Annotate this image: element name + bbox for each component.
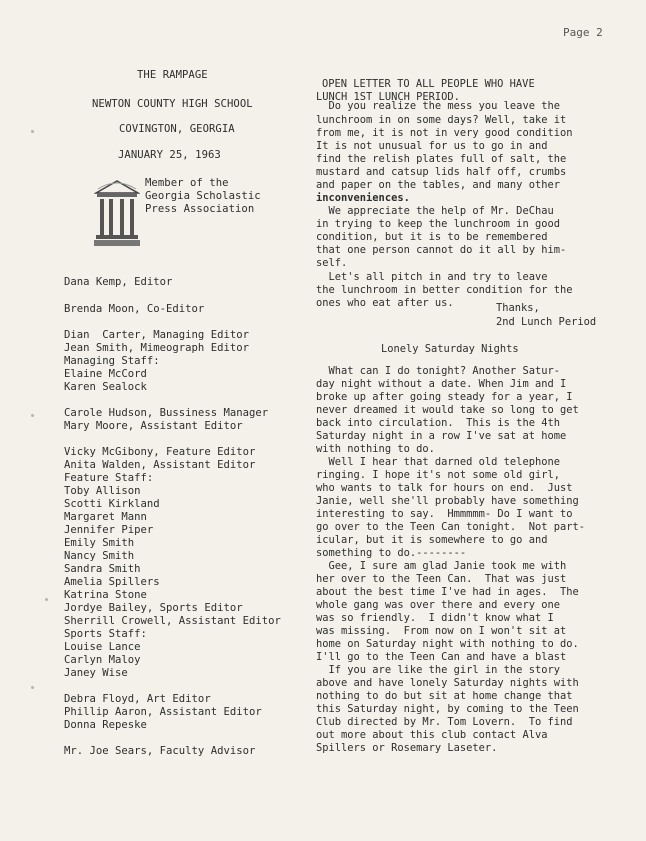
member-line-1: Member of the	[145, 177, 229, 189]
staff-line: Brenda Moon, Co-Editor	[64, 303, 205, 315]
staff-line: Emily Smith	[64, 537, 135, 549]
article-line: something to do.--------	[316, 547, 467, 559]
article-line: What can I do tonight? Another Satur-	[316, 365, 560, 377]
article-line: interesting to say. Hmmmmm- Do I want to	[316, 508, 573, 520]
page-number: Page 2	[563, 26, 603, 39]
press-association-logo-icon	[94, 177, 140, 249]
article-line: day night without a date. When Jim and I	[316, 378, 567, 390]
staff-line: Margaret Mann	[64, 511, 147, 523]
issue-date: JANUARY 25, 1963	[118, 149, 221, 161]
margin-mark	[31, 686, 34, 689]
article-line: about the best time I've had in ages. The	[316, 586, 579, 598]
staff-line: Karen Sealock	[64, 381, 147, 393]
letter-title-line-2: LUNCH 1ST LUNCH PERIOD.	[316, 91, 460, 103]
city-line: COVINGTON, GEORGIA	[119, 123, 235, 135]
article-line: above and have lonely Saturday nights with	[316, 677, 579, 689]
article-line: her over to the Teen Can. That was just	[316, 573, 567, 585]
staff-line: Jennifer Piper	[64, 524, 154, 536]
member-line-2: Georgia Scholastic	[145, 190, 261, 202]
paper-name: THE RAMPAGE	[137, 69, 208, 81]
staff-line: Sandra Smith	[64, 563, 141, 575]
member-line-3: Press Association	[145, 203, 255, 215]
staff-line: Phillip Aaron, Assistant Editor	[64, 706, 262, 718]
article-line: Gee, I sure am glad Janie took me with	[316, 560, 567, 572]
staff-line: Carole Hudson, Bussiness Manager	[64, 407, 269, 419]
staff-line: Vicky McGibony, Feature Editor	[64, 446, 256, 458]
letter-title-line-1: OPEN LETTER TO ALL PEOPLE WHO HAVE	[322, 78, 535, 90]
letter-line: find the relish plates full of salt, the	[316, 153, 567, 165]
article-line: Club directed by Mr. Tom Lovern. To find	[316, 716, 573, 728]
letter-line: and paper on the tables, and many other	[316, 179, 560, 191]
margin-mark	[45, 598, 48, 601]
article-line: icular, but it is somewhere to go and	[316, 534, 548, 546]
staff-line: Dana Kemp, Editor	[64, 276, 173, 288]
staff-line: Managing Staff:	[64, 355, 160, 367]
article-line: go over to the Teen Can tonight. Not part-	[316, 521, 585, 533]
article-line: nothing to do but sit at home change that	[316, 690, 573, 702]
article-line: with nothing to do.	[316, 443, 435, 455]
staff-line: Jean Smith, Mimeograph Editor	[64, 342, 249, 354]
letter-line: mustard and catsup lids half off, crumbs	[316, 166, 567, 178]
staff-line: Louise Lance	[64, 641, 141, 653]
article-line: I'll go to the Teen Can and have a blast	[316, 651, 567, 663]
letter-line: Do you realize the mess you leave the	[316, 100, 560, 112]
article-line: Saturday night in a row I've sat at home	[316, 430, 567, 442]
staff-line: Katrina Stone	[64, 589, 147, 601]
letter-signoff-period: 2nd Lunch Period	[496, 316, 597, 328]
margin-mark	[31, 414, 34, 417]
article-line: home on Saturday night with nothing to do.	[316, 638, 579, 650]
staff-line: Debra Floyd, Art Editor	[64, 693, 211, 705]
staff-line: Carlyn Maloy	[64, 654, 141, 666]
letter-line: condition, but it is to be remembered	[316, 231, 548, 243]
staff-line: Anita Walden, Assistant Editor	[64, 459, 256, 471]
staff-line: Amelia Spillers	[64, 576, 160, 588]
letter-line: We appreciate the help of Mr. DeChau	[316, 205, 554, 217]
staff-line: Toby Allison	[64, 485, 141, 497]
article-line: this Saturday night, by coming to the Teen	[316, 703, 579, 715]
staff-line: Scotti Kirkland	[64, 498, 160, 510]
letter-line: Let's all pitch in and try to leave	[316, 271, 548, 283]
letter-line: from me, it is not in very good condition	[316, 127, 573, 139]
staff-line: Dian Carter, Managing Editor	[64, 329, 249, 341]
letter-signoff-thanks: Thanks,	[496, 302, 540, 314]
staff-line: Sherrill Crowell, Assistant Editor	[64, 615, 281, 627]
article-line: out more about this club contact Alva	[316, 729, 548, 741]
staff-line: Mary Moore, Assistant Editor	[64, 420, 243, 432]
article-line: was so friendly. I didn't know what I	[316, 612, 554, 624]
article-title: Lonely Saturday Nights	[381, 343, 519, 355]
school-name: NEWTON COUNTY HIGH SCHOOL	[92, 98, 253, 110]
article-line: Spillers or Rosemary Laseter.	[316, 742, 498, 754]
article-line: Janie, well she'll probably have something	[316, 495, 579, 507]
staff-line: Nancy Smith	[64, 550, 135, 562]
letter-line: that one person cannot do it all by him-	[316, 244, 567, 256]
article-line: never dreamed it would take so long to get	[316, 404, 579, 416]
letter-line: It is not unusual for us to go in and	[316, 140, 548, 152]
staff-line: Donna Repeske	[64, 719, 147, 731]
letter-line: the lunchroom in better condition for the	[316, 284, 573, 296]
letter-line: in trying to keep the lunchroom in good	[316, 218, 560, 230]
article-line: If you are like the girl in the story	[316, 664, 560, 676]
article-line: broke up after going steady for a year, I	[316, 391, 573, 403]
staff-line: Sports Staff:	[64, 628, 147, 640]
staff-line: Mr. Joe Sears, Faculty Advisor	[64, 745, 256, 757]
staff-line: Janey Wise	[64, 667, 128, 679]
letter-line: inconveniences.	[316, 192, 410, 204]
article-line: whole gang was over there and every one	[316, 599, 560, 611]
letter-line: self.	[316, 257, 348, 269]
letter-line: ones who eat after us.	[316, 297, 454, 309]
staff-line: Feature Staff:	[64, 472, 154, 484]
article-line: was missing. From now on I won't sit at	[316, 625, 567, 637]
article-line: ringing. I hope it's not some old girl,	[316, 469, 560, 481]
article-line: back into circulation. This is the 4th	[316, 417, 560, 429]
article-line: Well I hear that darned old telephone	[316, 456, 560, 468]
letter-line: lunchroom in on some days? Well, take it	[316, 114, 567, 126]
staff-line: Jordye Bailey, Sports Editor	[64, 602, 243, 614]
margin-mark	[31, 130, 34, 133]
article-line: who wants to talk for hours on end. Just	[316, 482, 573, 494]
staff-line: Elaine McCord	[64, 368, 147, 380]
